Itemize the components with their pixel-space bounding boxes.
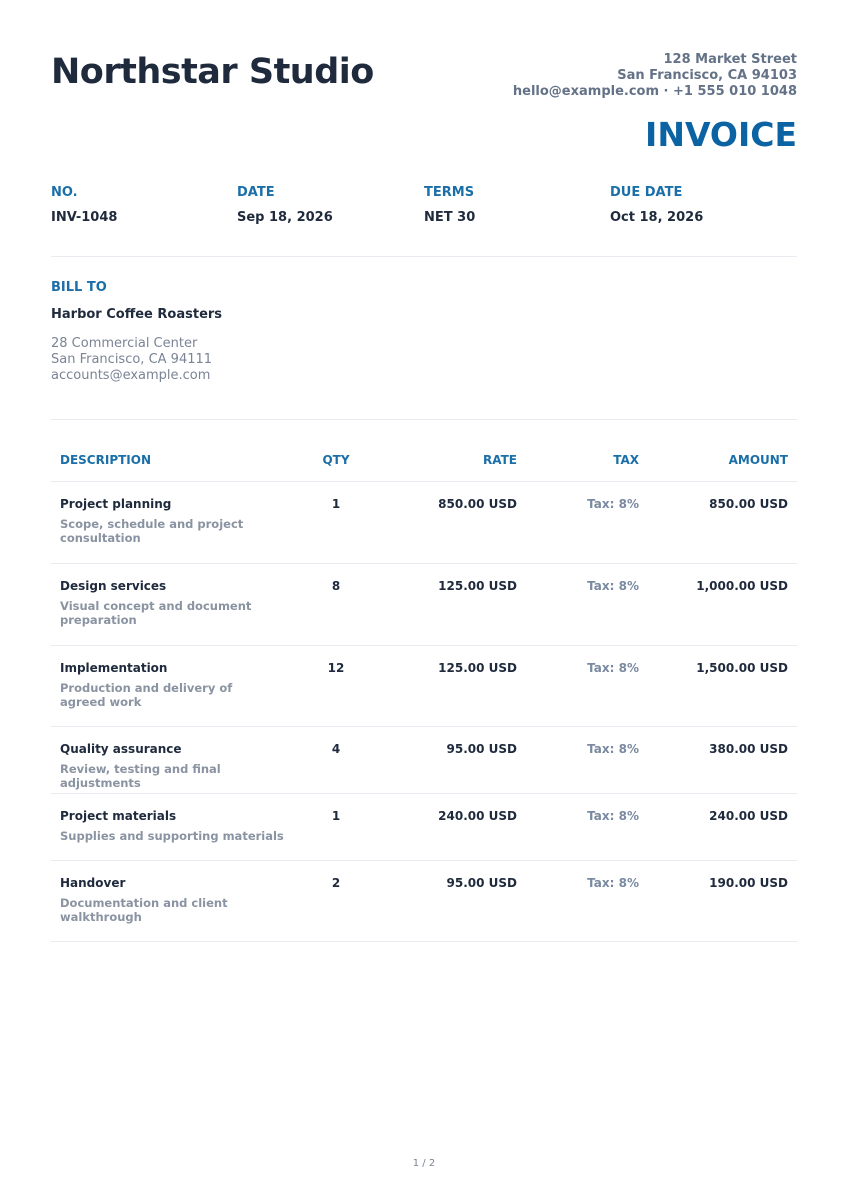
item-title: Project materials	[60, 809, 177, 823]
item-tax: Tax: 8%	[587, 579, 639, 593]
line-items-table	[51, 445, 797, 942]
item-qty: 4	[331, 742, 341, 756]
table-row	[51, 727, 797, 794]
item-detail: Visual concept and document preparation	[60, 599, 252, 627]
meta-number	[51, 185, 231, 225]
meta-value: INV-1048	[51, 210, 118, 225]
meta-label: NO.	[51, 185, 78, 200]
item-tax: Tax: 8%	[587, 742, 639, 756]
item-tax: Tax: 8%	[587, 497, 639, 511]
item-amount: 1,000.00 USD	[696, 579, 788, 593]
item-title: Implementation	[60, 661, 168, 675]
item-detail: Scope, schedule and project consultation	[60, 517, 244, 545]
item-qty: 1	[331, 809, 341, 823]
divider	[51, 419, 797, 420]
company-name: Northstar Studio	[51, 52, 374, 92]
item-detail: Review, testing and final adjustments	[60, 762, 221, 790]
item-rate: 125.00 USD	[438, 579, 517, 593]
table-row	[51, 646, 797, 727]
item-qty: 2	[331, 876, 341, 890]
invoice-page	[51, 0, 797, 1200]
table-row	[51, 861, 797, 942]
item-amount: 1,500.00 USD	[696, 661, 788, 675]
meta-label: TERMS	[424, 185, 475, 200]
meta-label: DATE	[237, 185, 275, 200]
header-amount: AMOUNT	[728, 453, 788, 467]
item-title: Project planning	[60, 497, 172, 511]
item-detail: Supplies and supporting materials	[60, 829, 284, 843]
item-tax: Tax: 8%	[587, 809, 639, 823]
item-description	[60, 876, 300, 924]
item-rate: 95.00 USD	[446, 742, 517, 756]
item-title: Design services	[60, 579, 167, 593]
table-row	[51, 482, 797, 564]
item-title: Quality assurance	[60, 742, 182, 756]
divider	[51, 256, 797, 257]
header-rate: RATE	[483, 453, 517, 467]
header-qty: QTY	[322, 453, 350, 467]
item-rate: 95.00 USD	[446, 876, 517, 890]
bill-to-name: Harbor Coffee Roasters	[51, 307, 223, 322]
item-qty: 8	[331, 579, 341, 593]
table-row	[51, 794, 797, 861]
bill-to-section	[51, 280, 222, 384]
item-rate: 850.00 USD	[438, 497, 517, 511]
item-amount: 190.00 USD	[709, 876, 788, 890]
address-line-2: San Francisco, CA 94103	[617, 68, 797, 83]
company-address	[513, 52, 797, 100]
item-qty: 12	[327, 661, 345, 675]
meta-label: DUE DATE	[610, 185, 683, 200]
item-detail: Production and delivery of agreed work	[60, 681, 233, 709]
item-amount: 380.00 USD	[709, 742, 788, 756]
table-row	[51, 564, 797, 646]
table-header	[51, 445, 797, 482]
item-qty: 1	[331, 497, 341, 511]
meta-terms	[424, 185, 604, 225]
bill-to-line-2: San Francisco, CA 94111	[51, 352, 213, 367]
company-contact: hello@example.com · +1 555 010 1048	[512, 84, 797, 99]
meta-value: Sep 18, 2026	[237, 210, 333, 225]
item-amount: 240.00 USD	[709, 809, 788, 823]
bill-to-address	[51, 336, 222, 384]
item-detail: Documentation and client walkthrough	[60, 896, 228, 924]
bill-to-label: BILL TO	[51, 280, 107, 295]
item-tax: Tax: 8%	[587, 661, 639, 675]
item-description	[60, 497, 300, 545]
meta-date	[237, 185, 417, 225]
invoice-meta	[51, 185, 797, 235]
bill-to-email: accounts@example.com	[51, 368, 211, 383]
item-description	[60, 809, 300, 843]
item-tax: Tax: 8%	[587, 876, 639, 890]
item-description	[60, 742, 300, 790]
meta-due-date	[610, 185, 790, 225]
item-title: Handover	[60, 876, 126, 890]
meta-value: Oct 18, 2026	[610, 210, 704, 225]
document-title: INVOICE	[645, 115, 797, 154]
item-description	[60, 661, 300, 709]
bill-to-line-1: 28 Commercial Center	[51, 336, 198, 351]
item-description	[60, 579, 300, 627]
item-rate: 125.00 USD	[438, 661, 517, 675]
meta-value: NET 30	[424, 210, 476, 225]
item-amount: 850.00 USD	[709, 497, 788, 511]
header-description: DESCRIPTION	[60, 453, 152, 467]
header-tax: TAX	[613, 453, 639, 467]
address-line-1: 128 Market Street	[663, 52, 797, 67]
page-number: 1 / 2	[412, 1158, 436, 1169]
item-rate: 240.00 USD	[438, 809, 517, 823]
